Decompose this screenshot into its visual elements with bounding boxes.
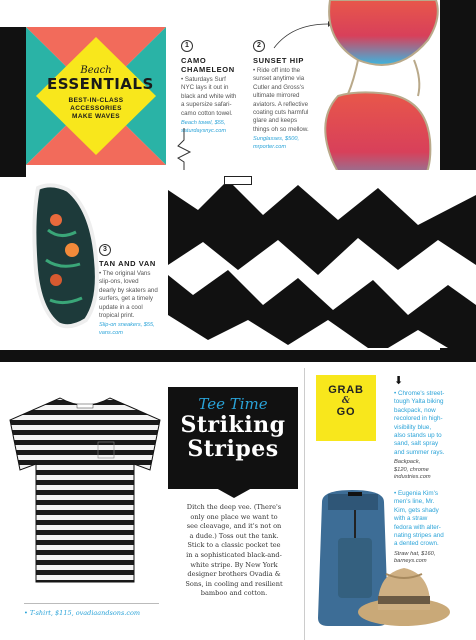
- grab-item-2-line: nating stripes and: [394, 532, 444, 540]
- grab-item-1-line: sand, salt spray: [394, 440, 439, 448]
- item-2-title: SUNSET HIP: [253, 56, 305, 65]
- title-box-pointer: [216, 488, 252, 498]
- item-number-2: 2: [253, 40, 265, 52]
- blurb-line: a dude.) Toss out the tank.: [189, 531, 279, 540]
- feature-blurb: [182, 503, 286, 599]
- grab-and-go-badge: [316, 375, 376, 441]
- item-1-block: [181, 56, 253, 135]
- grab-ampersand: &: [341, 396, 351, 406]
- item-2-body-7: glare and keeps: [253, 117, 298, 125]
- feature-kicker: Tee Time: [198, 395, 268, 413]
- blurb-line: bamboo and cotton.: [200, 589, 268, 598]
- grab-item-1: [394, 390, 472, 482]
- item-2-body-8: things oh so mellow.: [253, 125, 309, 133]
- item-1-title-2: CHAMELEON: [181, 65, 235, 74]
- grab-item-1-credit: $120, chrome: [394, 466, 429, 473]
- item-3-body-5: update in a cool: [99, 303, 143, 311]
- grab-item-2: [394, 490, 472, 566]
- badge-script: Beach: [80, 65, 112, 76]
- grab-item-1-line: visibility blue,: [394, 423, 432, 431]
- item-1-body-5: camo cotton towel.: [181, 109, 233, 117]
- straw-fedora-image: [356, 556, 452, 628]
- blurb-line: Stick to a classic pocket tee: [187, 541, 281, 550]
- item-3-body-2: slip-ons, loved: [99, 278, 139, 286]
- grab-item-2-line: • Eugenia Kim's: [394, 490, 439, 497]
- item-3-body-6: tropical print.: [99, 312, 135, 320]
- grab-item-2-credit: Straw hat, $160,: [394, 550, 436, 557]
- grab-item-2-credit: barneys.com: [394, 558, 427, 565]
- grab-item-2-line: a dented crown.: [394, 540, 439, 548]
- beach-essentials-badge: [26, 27, 166, 165]
- blurb-line: white stripe. By New York: [190, 560, 278, 569]
- grab-item-2-line: with a straw: [394, 515, 428, 523]
- item-number-1: 1: [181, 40, 193, 52]
- grab-item-2-line: fedora with alter-: [394, 523, 441, 531]
- item-1-body-1: • Saturdays Surf: [181, 76, 226, 83]
- item-3-credit-1: Slip-on sneakers, $55,: [99, 322, 155, 329]
- item-1-credit-2: saturdaysnyc.com: [181, 127, 227, 134]
- column-divider: [304, 368, 305, 640]
- item-2-body-4: ultimate mirrored: [253, 92, 300, 100]
- grab-item-1-line: and summer rays.: [394, 448, 445, 456]
- item-1-body-2: NYC lays it out in: [181, 84, 229, 92]
- grab-item-1-credit: industries.com: [394, 474, 431, 481]
- grab-item-1-line: tough Yalta biking: [394, 398, 444, 406]
- item-2-body-1: • Ride off into the: [253, 67, 301, 74]
- item-2-body-6: coating cuts harmful: [253, 109, 309, 117]
- feature-title-box: [168, 387, 298, 489]
- credit-rule: [24, 603, 159, 604]
- grab-item-2-line: men's line, Mr.: [394, 498, 435, 506]
- grab-item-1-credit: Backpack,: [394, 459, 421, 466]
- striped-tshirt-image: [0, 390, 170, 586]
- item-2-body-2: sunset anytime via: [253, 75, 305, 83]
- item-2-credit-1: Sunglasses, $500,: [253, 136, 300, 143]
- grab-item-1-line: backpack, now: [394, 406, 436, 414]
- blurb-line: see cleavage, and it's not on: [186, 522, 282, 531]
- grab-item-1-line: also stands up to: [394, 432, 442, 440]
- item-1-body-3: black and white with: [181, 92, 237, 100]
- item-3-body-1: • The original Vans: [99, 270, 151, 277]
- feature-title-2: Stripes: [187, 436, 279, 462]
- left-black-panel: [0, 27, 26, 177]
- item-3-body-3: dearly by skaters and: [99, 286, 158, 294]
- grab-item-2-line: Kim, gets shady: [394, 506, 439, 514]
- arrow-down-icon: ⬇: [394, 375, 404, 387]
- item-3-body-4: surfers, get a timely: [99, 295, 153, 303]
- section-divider-bar: [0, 350, 476, 362]
- blurb-line: only one place we want to: [190, 512, 278, 521]
- item-3-credit-2: vans.com: [99, 329, 123, 336]
- badge-sub-1: BEST-IN-CLASS: [68, 97, 124, 104]
- blurb-line: in a sophisticated black-and-: [186, 550, 282, 559]
- item-2-body-3: Cutler and Gross's: [253, 83, 305, 91]
- beach-towel-image: [168, 170, 476, 348]
- badge-sub-2: ACCESSORIES: [70, 105, 122, 112]
- item-1-credit-1: Beach towel, $55,: [181, 120, 226, 127]
- item-1-body-4: a supersize safari-: [181, 101, 232, 109]
- item-2-credit-2: mrporter.com: [253, 143, 287, 150]
- tshirt-credit: • T-shirt, $115, ovadiaandsons.com: [24, 609, 141, 617]
- feature-title-1: Striking: [180, 412, 286, 438]
- item-2-body-5: aviators. A reflective: [253, 100, 309, 108]
- badge-title: ESSENTIALS: [47, 75, 154, 93]
- blurb-line: Ditch the deep vee. (There's: [186, 503, 282, 511]
- zigzag-line: [174, 128, 194, 172]
- item-3-block: [99, 259, 171, 337]
- item-number-3: 3: [99, 244, 111, 256]
- grab-line-1: GRAB: [328, 384, 364, 396]
- towel-label-tag: [224, 176, 252, 185]
- grab-line-2: GO: [336, 406, 356, 418]
- towel-pattern: [168, 170, 476, 348]
- blurb-line: Sons, in cooling and resilient: [185, 579, 283, 588]
- slip-on-sneaker-image: [26, 180, 106, 330]
- badge-sub-3: MAKE WAVES: [72, 113, 120, 120]
- item-3-title: TAN AND VAN: [99, 259, 156, 268]
- item-1-title-1: CAMO: [181, 56, 207, 65]
- grab-item-1-line: recolored in high-: [394, 415, 443, 423]
- grab-item-1-line: • Chrome's street-: [394, 390, 445, 397]
- blurb-line: designer brothers Ovadia &: [187, 570, 281, 579]
